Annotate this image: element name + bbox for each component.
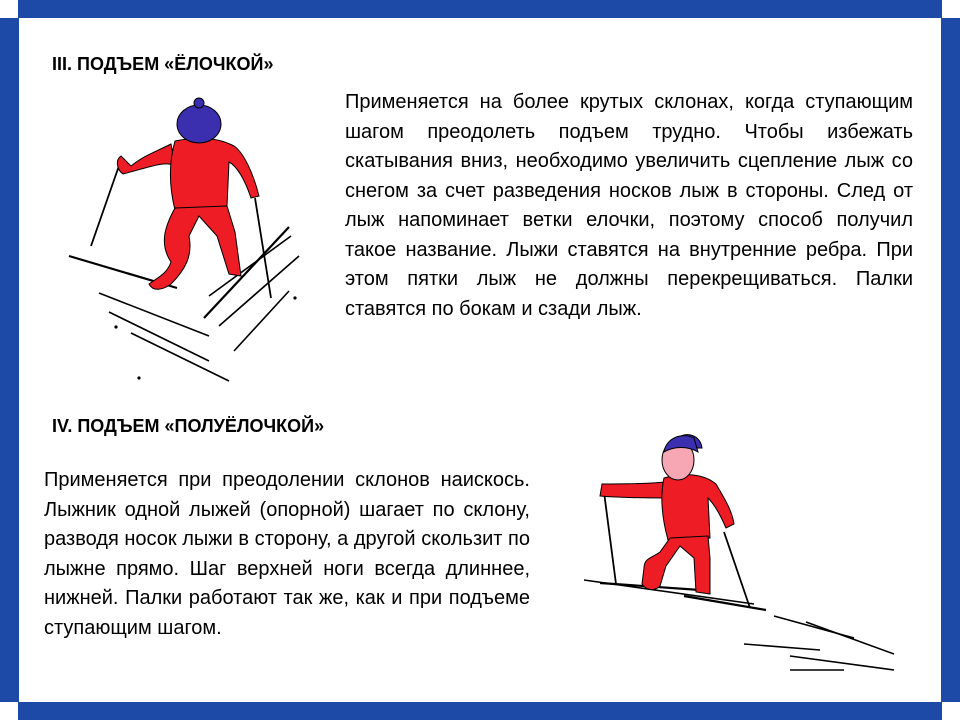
herringbone-skier-illustration	[59, 86, 349, 396]
corner-square-bottom-right	[942, 702, 960, 720]
section3-text: Применяется на более крутых склонах, когда ступающим шагом преодолеть подъем трудно. Чтобы избежать скатывания вниз, необходимо увеличить сцепление лыж со снегом за счет разведения носков лыж в стороны. След от лыж напоминает ветки елочки, поэтому способ получил такое название. Лыжи ставятся на внутренние ребра. При этом пятки лыж не должны перекрещиваться. Палки ставятся по бокам и сзади лыж.	[345, 91, 913, 320]
corner-square-bottom-left	[0, 702, 18, 720]
half-herringbone-skier-illustration	[574, 408, 914, 683]
slide	[19, 18, 941, 702]
section4-text: Применяется при преодолении склонов наискось. Лыжник одной лыжей (опорной) шагает по склону, разводя носок лыжи в сторону, а другой скользит по лыжне прямо. Шаг верхней ноги всегда длиннее, нижней. Палки работают так же, как и при подъеме ступающим шагом.	[44, 469, 530, 639]
section4-heading: IV. ПОДЪЕМ «ПОЛУЁЛОЧКОЙ»	[52, 416, 325, 436]
section3-heading: III. ПОДЪЕМ «ЁЛОЧКОЙ»	[52, 54, 274, 74]
corner-square-top-right	[942, 0, 960, 18]
corner-square-top-left	[0, 0, 18, 18]
